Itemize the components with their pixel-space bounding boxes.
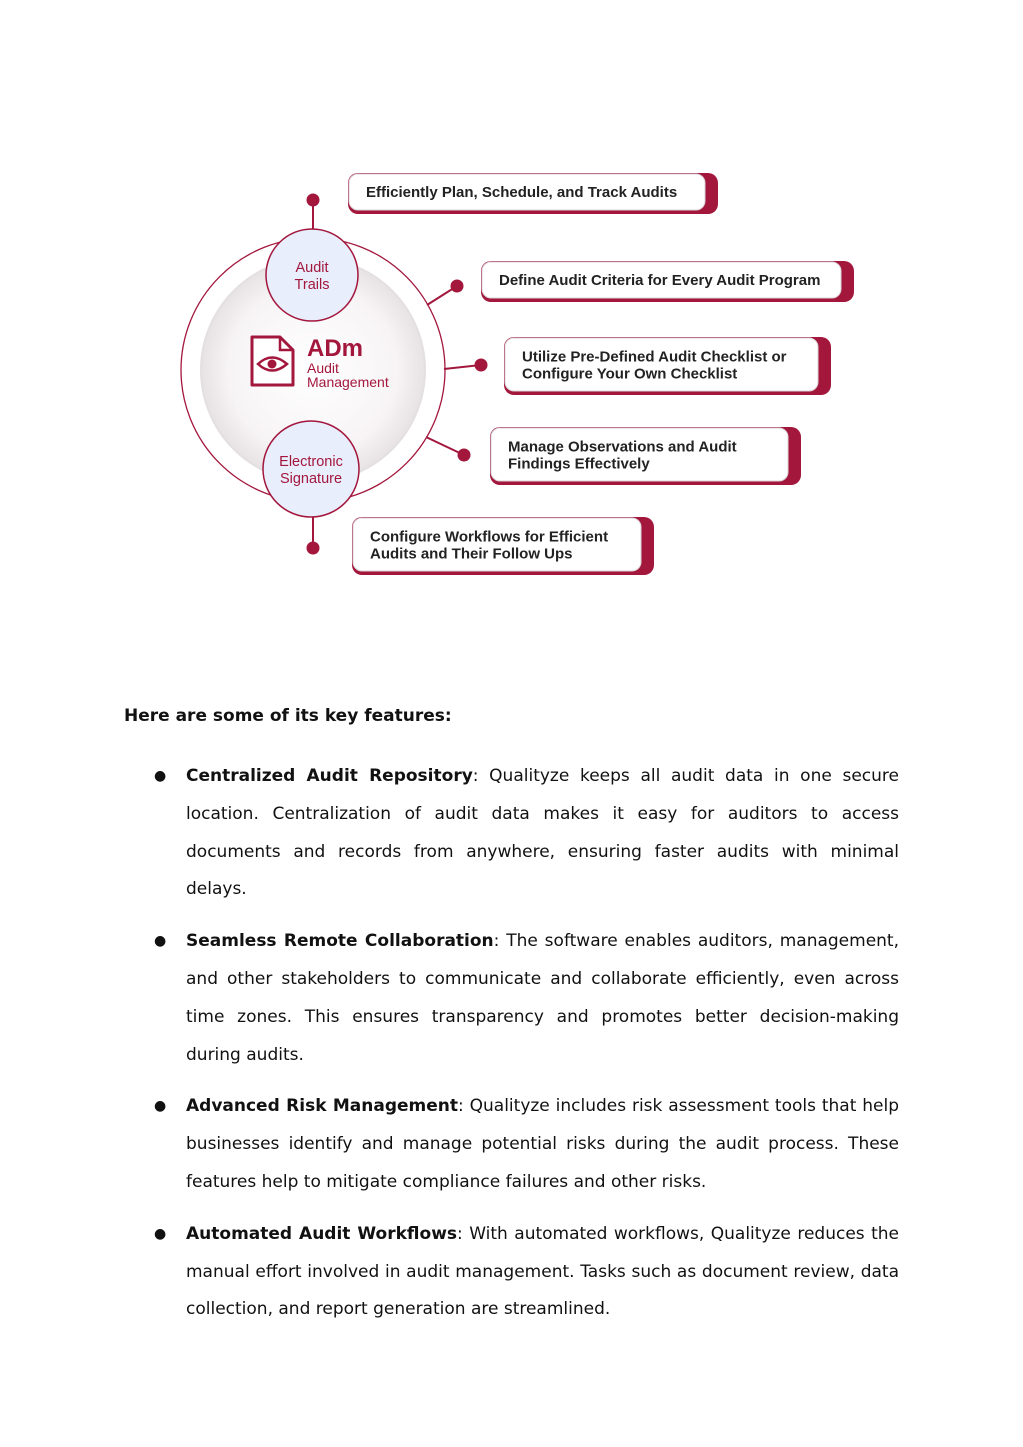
svg-text:Trails: Trails [294, 277, 330, 293]
feature-text: : Qualityze keeps all audit data in one secure location. Centralization of audit data makes it easy for auditors to access documents and records from anywhere, ensuring faster audits with minimal delays. [186, 766, 899, 900]
svg-text:Signature: Signature [279, 471, 343, 487]
pill-text: Manage Observations and Audit [508, 438, 737, 456]
feature-text: : Qualityze includes risk assessment tools that help businesses identify and manage potential risks during the audit process. These features help to mitigate compliance failures and other risks. [186, 1096, 899, 1192]
feature-item [124, 923, 899, 1074]
pill-text: Define Audit Criteria for Every Audit Program [499, 272, 821, 289]
pill-text: Configure Workflows for Efficient [370, 528, 609, 546]
connector-dot-2 [451, 280, 464, 293]
pill-text: Configure Your Own Checklist [522, 365, 738, 383]
pill-text: Utilize Pre-Defined Audit Checklist or [522, 348, 787, 366]
feature-pill-1 [348, 173, 718, 214]
feature-pill-4 [490, 427, 801, 485]
feature-term: Seamless Remote Collaboration [186, 931, 494, 952]
node-electronic-signature [263, 421, 359, 517]
feature-term: Centralized Audit Repository [186, 766, 473, 786]
bullet-icon: ● [154, 768, 167, 784]
feature-pill-3 [504, 337, 831, 395]
connector-dot-3 [475, 359, 488, 372]
feature-term: Automated Audit Workflows [186, 1223, 458, 1244]
bullet-icon: ● [154, 1225, 167, 1242]
bullet-icon: ● [154, 933, 167, 950]
node-audit-trails [266, 229, 358, 321]
pill-text: Findings Effectively [508, 455, 650, 473]
svg-text:Audit: Audit [295, 260, 329, 276]
features-list [124, 758, 899, 1329]
feature-term: Advanced Risk Management [186, 1096, 459, 1117]
brand-line2: Management [307, 374, 389, 390]
features-section [124, 702, 899, 1343]
bullet-icon: ● [154, 1098, 167, 1115]
connector-dot-top [307, 194, 320, 207]
pill-text: Audits and Their Follow Ups [370, 545, 573, 563]
feature-pill-5 [352, 517, 654, 575]
connector-dot-4 [458, 449, 471, 462]
feature-item [124, 758, 899, 909]
pill-text: Efficiently Plan, Schedule, and Track Audits [366, 184, 678, 201]
connector-dot-bottom [307, 542, 320, 555]
feature-pill-2 [481, 261, 854, 302]
brand-line1: Audit [307, 360, 339, 376]
features-intro: Here are some of its key features: [124, 706, 452, 726]
feature-text: : The software enables auditors, management, and other stakeholders to communicate and collaborate efficiently, even across time zones. This ensures transparency and promotes better decision-making during audits. [186, 931, 899, 1065]
brand-name: ADm [307, 335, 364, 362]
svg-text:Electronic: Electronic [279, 454, 343, 470]
feature-text: : With automated workflows, Qualityze reduces the manual effort involved in audit management. Tasks such as document review, data collection, and report generation are streamlined. [186, 1223, 899, 1320]
feature-item [124, 1088, 899, 1201]
audit-management-diagram [0, 0, 1023, 620]
document-eye-icon [252, 337, 293, 385]
feature-item [124, 1216, 899, 1329]
